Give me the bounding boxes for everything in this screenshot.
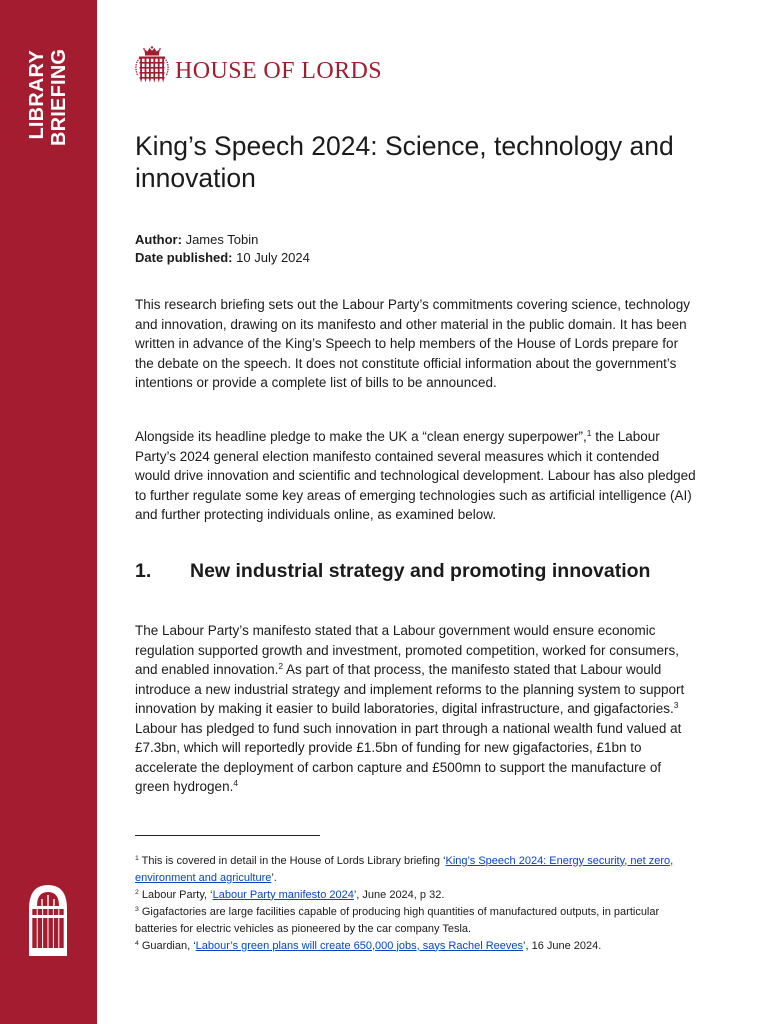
context-paragraph	[135, 427, 735, 525]
text-segment: the Labour	[591, 429, 660, 444]
text-line	[135, 777, 735, 797]
text-line: to further regulate some key areas of emerging technologies such as artificial intelligence (AI)	[135, 487, 692, 503]
text-line: would drive innovation and scientific and technological development. Labour has also pledged	[135, 468, 696, 483]
footnote-text: ’, 16 June 2024.	[523, 939, 602, 952]
text-line: accelerate the deployment of carbon capture and £500mn to support the manufacture of	[135, 759, 662, 775]
footnote-separator	[135, 835, 320, 836]
portcullis-window-icon	[28, 884, 68, 956]
text-line: the debate on the speech. It does not constitute official information about the government’s	[135, 355, 677, 371]
sidebar-label-line-1: LIBRARY	[26, 50, 48, 140]
text-segment: innovation by making it easier to build laboratories, digital infrastructure, and gigafactories.	[135, 701, 674, 716]
section-title: New industrial strategy and promoting innovation	[190, 560, 651, 582]
sidebar-label-line-2: BRIEFING	[48, 48, 70, 146]
text-line: £7.3bn, which will reportedly provide £1.5bn of funding for new gigafactories, £1bn to	[135, 740, 642, 755]
date-row	[135, 249, 310, 267]
footnote-number: 2	[135, 888, 139, 896]
page-title: King’s Speech 2024: Science, technology and innovation	[135, 131, 674, 193]
footnote-text: ’, June 2024, p 32.	[353, 888, 445, 901]
footnote-1-continued	[135, 870, 745, 887]
text-line: introduce a new industrial strategy and implement reforms to the planning system to support	[135, 681, 685, 697]
text-segment: Alongside its headline pledge to make the UK a “clean energy superpower”,	[135, 429, 587, 444]
text-line	[135, 699, 735, 719]
text-line: intentions or provide a complete list of bills to be announced.	[135, 375, 497, 390]
footnote-2	[135, 887, 745, 904]
footnote-ref-2: 2	[278, 661, 284, 672]
text-line: regulation supported growth and investment, promoted competition, worked for consumers,	[135, 642, 680, 658]
footnote-ref-4: 4	[233, 778, 238, 789]
author-name: James Tobin	[185, 232, 259, 247]
text-line	[135, 660, 735, 680]
text-segment: and enabled innovation.	[135, 662, 279, 677]
text-line	[135, 427, 735, 447]
footnote-link[interactable]: environment and agriculture	[135, 871, 272, 884]
text-line: Labour has pledged to fund such innovation in part through a national wealth fund valued at	[135, 720, 682, 736]
footnote-number: 3	[135, 905, 139, 913]
section-paragraph	[135, 621, 735, 797]
footnote-4	[135, 938, 745, 955]
text-line: and further protecting individuals online, as examined below.	[135, 507, 496, 522]
portcullis-icon	[135, 46, 169, 84]
logo-wordmark: HOUSE OF LORDS	[175, 58, 382, 84]
footnotes	[135, 853, 745, 955]
text-segment: As part of that process, the manifesto stated that Labour would	[283, 662, 662, 677]
footnote-ref-1: 1	[586, 428, 592, 439]
date-label: Date published:	[135, 249, 233, 265]
footnote-number: 4	[135, 939, 139, 947]
footnote-text: Guardian, ‘	[141, 939, 196, 952]
intro-paragraph	[135, 295, 735, 393]
text-line: Party’s 2024 general election manifesto contained several measures which it contended	[135, 448, 660, 464]
footnote-text: Gigafactories are large facilities capable of producing high quantities of manufactured outputs, in particular	[141, 905, 660, 918]
text-line: This research briefing sets out the Labour Party’s commitments covering science, technology	[135, 297, 691, 312]
footnote-link[interactable]: Labour’s green plans will create 650,000 jobs, says Rachel Reeves	[195, 939, 524, 952]
text-segment: green hydrogen.	[135, 779, 234, 794]
author-row	[135, 231, 310, 249]
footnote-link[interactable]: Labour Party manifesto 2024	[212, 888, 354, 901]
footnote-3	[135, 904, 745, 921]
footnote-text: This is covered in detail in the House of Lords Library briefing ‘	[141, 854, 446, 867]
text-line: The Labour Party’s manifesto stated that a Labour government would ensure economic	[135, 623, 656, 638]
footnote-1	[135, 853, 745, 870]
footnote-text: ’.	[271, 871, 277, 884]
library-briefing-label	[26, 50, 70, 146]
text-line: and innovation, drawing on its manifesto and other material in the public domain. It has been	[135, 316, 687, 332]
footnote-text: Labour Party, ‘	[141, 888, 213, 901]
author-label: Author:	[135, 232, 182, 247]
section-heading	[135, 559, 735, 583]
footnote-link[interactable]: King’s Speech 2024: Energy security, net zero,	[445, 854, 674, 867]
document-meta	[135, 231, 310, 266]
footnote-ref-3: 3	[673, 700, 679, 711]
library-sidebar	[0, 0, 97, 1024]
footnote-number: 1	[135, 854, 139, 862]
date-published: 10 July 2024	[236, 249, 310, 265]
text-line: written in advance of the King’s Speech to help members of the House of Lords prepare for	[135, 336, 679, 351]
section-number: 1.	[135, 560, 152, 582]
footnote-3-continued: batteries for electric vehicles as pioneered by the car company Tesla.	[135, 922, 472, 935]
